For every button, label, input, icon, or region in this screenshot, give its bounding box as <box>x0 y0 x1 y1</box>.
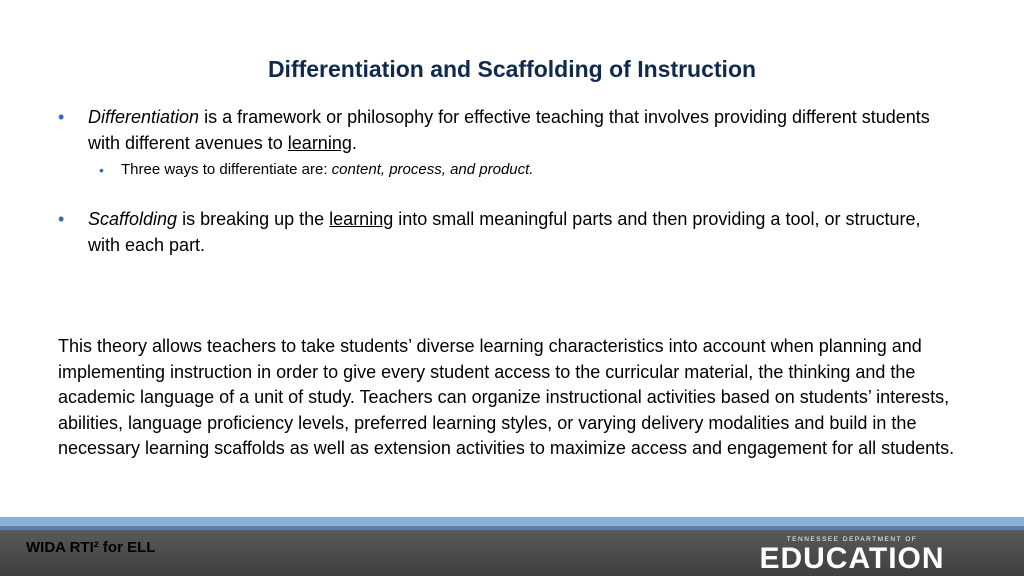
bullet-text-end: . <box>351 133 357 153</box>
bullet-list <box>58 104 938 258</box>
bullet-text-end: into small meaningful parts and then providing a tool, or structure, with each part. <box>88 209 921 255</box>
sub-bullet-ways <box>58 160 938 180</box>
term-differentiation: Differentiation <box>88 107 200 127</box>
bullet-differentiation <box>58 104 938 156</box>
footer-label: WIDA RTI² for ELL <box>26 539 156 556</box>
footer-band-light <box>0 517 1024 526</box>
term-scaffolding: Scaffolding <box>88 209 178 229</box>
bullet-icon: • <box>58 107 65 127</box>
sub-bullet-italic: content, process, and product. <box>331 161 534 178</box>
bullet-icon: • <box>58 209 65 229</box>
tn-education-logo <box>732 536 972 574</box>
bullet-scaffolding <box>58 206 938 258</box>
theory-paragraph: This theory allows teachers to take students’ diverse learning characteristics into account when planning and implementing instruction in order to give every student access to the curricular material, the thinking and the academic language of a unit of study. Teachers can organize instructional activities based on students’ interests, abilities, language proficiency levels, preferred learning styles, or varying delivery modalities and build in the necessary learning scaffolds as well as extension activities to maximize access and engagement for all students. <box>58 336 955 458</box>
footer-bar <box>0 530 1024 576</box>
learning-link: learning <box>287 133 352 153</box>
learning-link: learning <box>329 209 394 229</box>
slide-title: Differentiation and Scaffolding of Instruction <box>267 56 757 82</box>
bullet-text: is breaking up the <box>177 209 330 229</box>
sub-bullet-text: Three ways to differentiate are: <box>121 161 332 178</box>
bullet-text: is a framework or philosophy for effective teaching that involves providing different students with different avenues to <box>88 107 930 153</box>
logo-word-text: EDUCATION <box>759 542 945 575</box>
sub-bullet-icon: • <box>99 162 104 178</box>
logo-dept-text: TENNESSEE DEPARTMENT OF <box>786 536 918 543</box>
